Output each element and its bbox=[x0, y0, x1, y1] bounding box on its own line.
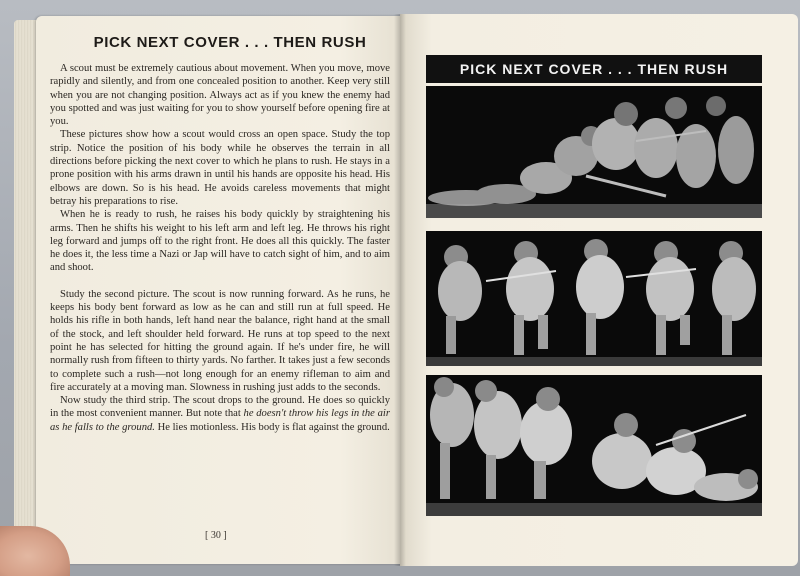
photo-strip-2 bbox=[426, 231, 762, 366]
page-number: [ 30 ] bbox=[205, 530, 227, 541]
paragraph-4: Study the second picture. The scout is now running forward. As he runs, he keeps his body bent forward as low as he can and still run at full speed. He holds his rifle in both hands, left hand near the balance, right hand at the small of the stock, and left shoulder held forward. He runs at top speed to the next point he has selected for hitting the ground again. If he's under fire, he will normally rush from fifteen to thirty yards. No farther. It takes just a few seconds to complete such a rush—not long enough for an enemy rifleman to aim and fire accurately at a moving man. Slowness in rushing just adds to the seconds. bbox=[50, 288, 390, 393]
photo-strip-1 bbox=[426, 86, 762, 218]
paragraph-3: When he is ready to rush, he raises his body quickly by straightening his arms. Then he shifts his weight to his left arm and left leg. He throws his right leg forward and jumps off to the right front. He does all this quickly. The faster he does it, the less time a Nazi or Jap will have to catch sight of him, and to aim and shoot. bbox=[50, 209, 390, 274]
page-heading: PICK NEXT COVER . . . THEN RUSH bbox=[93, 34, 367, 51]
photo-strip-3 bbox=[426, 375, 762, 516]
paragraph-1: A scout must be extremely cautious about movement. When you move, move rapidly and silently, and from one concealed position to another. Keep very still when you are not changing position. Always act as if you knew the enemy had you spotted and was just waiting for you to show yourself before opening fire at you. bbox=[50, 63, 390, 128]
paragraph-2: These pictures show how a scout would cross an open space. Study the top strip. Notice the position of his body while he observes the terrain in all directions before picking the next cover to which he plans to rush. He stays in a prone position with his arms drawn in until his hands are opposite his head. His elbows are down. So is his head. He avoids careless movements that might betray his preparations to rise. bbox=[50, 129, 390, 207]
paragraph-5 bbox=[50, 394, 390, 434]
paragraph-5-italic: he doesn't throw his legs in the air as he falls to the ground. bbox=[50, 408, 390, 433]
book-gutter bbox=[394, 14, 406, 566]
paragraph-5-end: He lies motionless. His body is flat against the ground. bbox=[154, 421, 390, 433]
paragraph-5-text: Now study the third strip. The scout drops to the ground. He does so quickly in the most convenient manner. But note that bbox=[50, 395, 390, 420]
body-text bbox=[50, 62, 390, 434]
photo-title-bar: PICK NEXT COVER . . . THEN RUSH bbox=[426, 55, 762, 83]
